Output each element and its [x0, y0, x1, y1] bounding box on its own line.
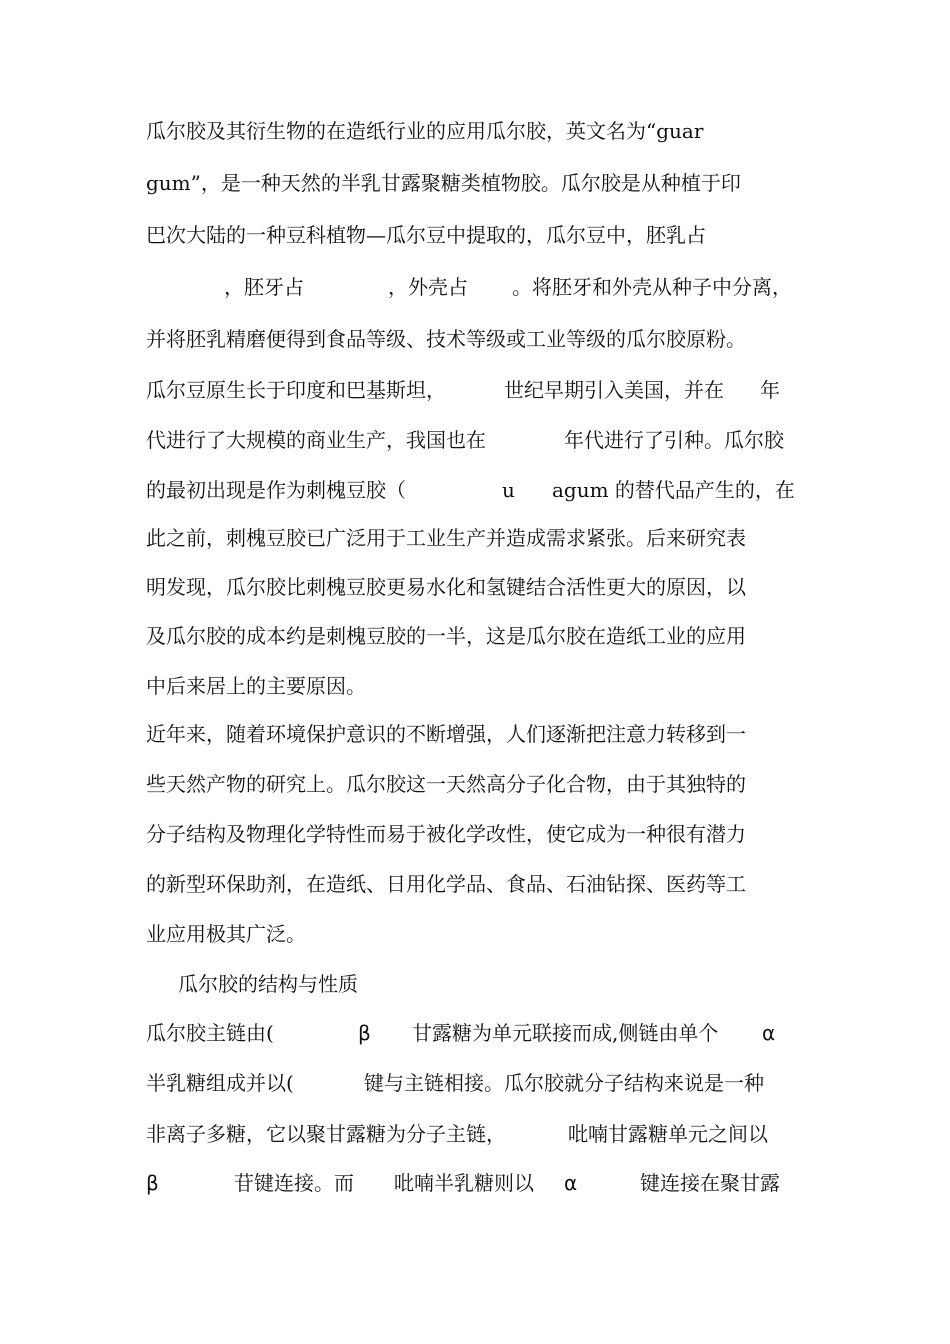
text-segment: 吡喃半乳糖则以 [394, 1171, 534, 1195]
text-segment: β [146, 1171, 159, 1195]
text-segment: 年 [760, 378, 780, 402]
text-segment: 些天然产物的研究上。瓜尔胶这一天然高分子化合物，由于其独特的 [146, 772, 746, 796]
text-line [146, 571, 816, 603]
text-segment: 明发现，瓜尔胶比刺槐豆胶更易水化和氢键结合活性更大的原因，以 [146, 575, 746, 599]
text-segment: 年代进行了引种。瓜尔胶 [564, 428, 784, 452]
text-segment: 此之前，刺槐豆胶已广泛用于工业生产并造成需求紧张。后来研究表 [146, 526, 746, 550]
text-line [146, 1167, 816, 1199]
text-line [146, 219, 816, 251]
text-segment: 瓜尔胶及其衍生物的在造纸行业的应用瓜尔胶，英文名为“guar [146, 119, 704, 143]
text-segment: 吡喃甘露糖单元之间以 [568, 1122, 768, 1146]
text-segment: 瓜尔胶主链由( [146, 1021, 274, 1045]
text-line [146, 522, 816, 554]
text-segment: 非离子多糖，它以聚甘露糖为分子主链， [146, 1122, 506, 1146]
text-segment: β [358, 1021, 371, 1045]
text-line [146, 968, 816, 1000]
text-line [146, 115, 816, 147]
text-segment: u [502, 478, 515, 502]
text-segment: 苷键连接。而 [234, 1171, 354, 1195]
text-segment: 的最初出现是作为刺槐豆胶（ [146, 478, 406, 502]
text-segment: ，外壳占 [388, 275, 468, 299]
text-line [146, 918, 816, 950]
text-line [146, 1017, 816, 1049]
text-segment: 业应用极其广泛。 [146, 922, 306, 946]
text-segment: 及瓜尔胶的成本约是刺槐豆胶的一半，这是瓜尔胶在造纸工业的应用 [146, 624, 746, 648]
text-line [146, 818, 816, 850]
text-line [146, 670, 816, 702]
text-segment: 世纪早期引入美国，并在 [504, 378, 724, 402]
text-segment: 瓜尔豆原生长于印度和巴基斯坦， [146, 378, 446, 402]
text-segment: 瓜尔胶的结构与性质 [178, 972, 358, 996]
text-segment: ，胚牙占 [224, 275, 304, 299]
text-line [146, 868, 816, 900]
text-segment: 巴次大陆的一种豆科植物—瓜尔豆中提取的，瓜尔豆中，胚乳占 [146, 223, 706, 247]
text-segment: gum”，是一种天然的半乳甘露聚糖类植物胶。瓜尔胶是从种植于印 [146, 171, 741, 195]
text-line [146, 374, 816, 406]
text-line [146, 271, 816, 303]
text-line [146, 424, 816, 456]
text-line [146, 323, 816, 355]
text-segment: α [564, 1171, 578, 1195]
text-line [146, 768, 816, 800]
text-line [146, 1118, 816, 1150]
text-line [146, 167, 816, 199]
text-segment: 甘露糖为单元联接而成,侧链由单个 [412, 1021, 719, 1045]
text-segment: 键与主链相接。瓜尔胶就分子结构来说是一种 [364, 1071, 764, 1095]
text-segment: 中后来居上的主要原因。 [146, 674, 366, 698]
text-segment: 代进行了大规模的商业生产，我国也在 [146, 428, 486, 452]
text-segment: 的新型环保助剂，在造纸、日用化学品、食品、石油钻探、医药等工 [146, 872, 746, 896]
text-segment: 键连接在聚甘露 [640, 1171, 780, 1195]
text-segment: 。将胚牙和外壳从种子中分离， [512, 275, 792, 299]
text-segment: 并将胚乳精磨便得到食品等级、技术等级或工业等级的瓜尔胶原粉。 [146, 327, 746, 351]
text-line [146, 718, 816, 750]
text-segment: α [762, 1021, 776, 1045]
text-segment: 分子结构及物理化学特性而易于被化学改性，使它成为一种很有潜力 [146, 822, 746, 846]
text-segment: agum 的替代品产生的，在 [552, 478, 795, 502]
text-line [146, 474, 816, 506]
text-segment: 半乳糖组成并以( [146, 1071, 294, 1095]
text-line [146, 620, 816, 652]
text-line [146, 1067, 816, 1099]
text-segment: 近年来，随着环境保护意识的不断增强，人们逐渐把注意力转移到一 [146, 722, 746, 746]
